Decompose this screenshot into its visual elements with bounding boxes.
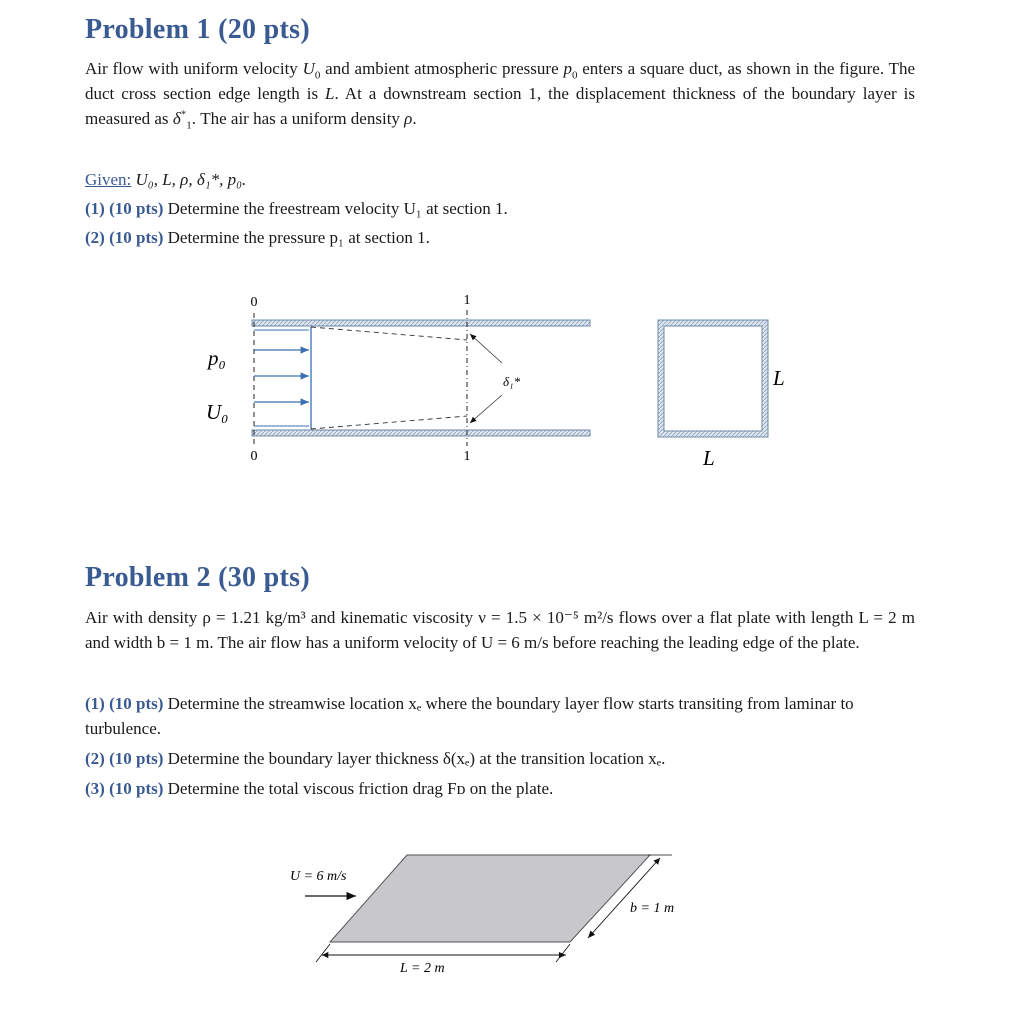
flat-plate [330,855,650,942]
problem-2-title: Problem 2 (30 pts) [85,562,310,593]
problem-1-title: Problem 1 (20 pts) [85,14,310,45]
question-text: Determine the freestream velocity U₁ at section 1. [167,199,508,218]
section-1-top-label: 1 [463,293,471,308]
width-label: b = 1 m [630,901,675,916]
question-label: (1) (10 pts) [85,694,164,713]
section-1-bottom-label: 1 [463,449,471,464]
section-0-top-label: 0 [250,295,258,310]
U0-label: U₀ [206,400,229,424]
question-text: Determine the boundary layer thickness δ(xₑ) at the transition location xₑ. [167,749,666,768]
section-0-bottom-label: 0 [250,449,258,464]
delta-star-label: δ₁* [503,374,521,389]
question-label: (1) (10 pts) [85,199,164,218]
velocity-label: U = 6 m/s [290,869,347,884]
length-extension-line [556,944,570,962]
question-label: (2) (10 pts) [85,228,164,247]
question-label: (3) (10 pts) [85,779,164,798]
L-side-label: L [773,366,785,390]
given-label: Given: [85,170,132,189]
L-bottom-label: L [703,446,715,470]
question-text: Determine the streamwise location xₑ where the boundary layer flow starts transiting from laminar to turbulence. [85,694,854,738]
question-label: (2) (10 pts) [85,749,164,768]
length-label: L = 2 m [400,961,445,976]
problem-1-intro: Air flow with uniform velocity $U_0$ and ambient atmospheric pressure $p_0$ enters a square duct, as shown in the figure. The duct cross section edge length is L. At a downstream section 1, the displacement thickness of the boundary layer is measured as $\delta^*_1$. The air has a uniform density ρ. [85,59,916,132]
problem-2-intro: Air with density ρ = 1.21 kg/m³ and kinematic viscosity ν = 1.5 × 10⁻⁵ m²/s flows over a flat plate with length L = 2 m and width b = 1 m. The air flow has a uniform velocity of U = 6 m/s before reaching the leading edge of the plate. [85,608,915,652]
length-extension-line [316,944,330,962]
question-text: Determine the pressure p₁ at section 1. [167,228,430,247]
p0-label: p₀ [208,346,226,370]
question-text: Determine the total viscous friction drag Fᴅ on the plate. [167,779,554,798]
given-variables: U₀, L, ρ, δ₁*, p₀. [135,170,247,189]
